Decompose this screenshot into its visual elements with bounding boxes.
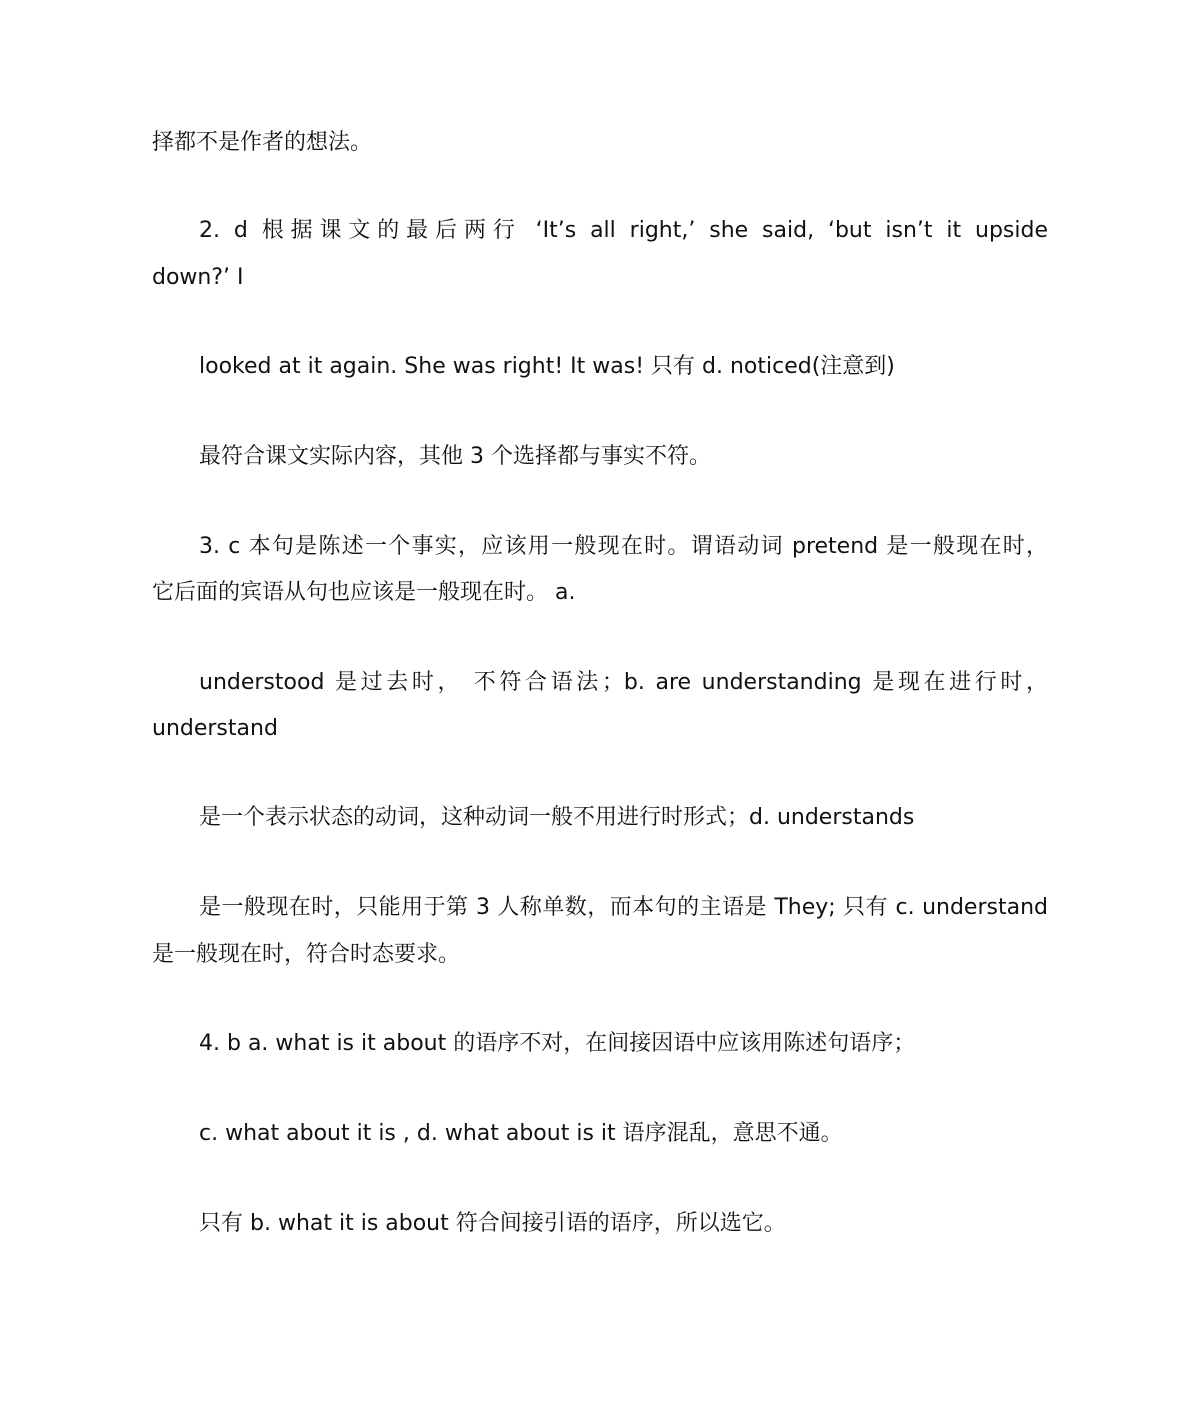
text-line-4: looked at it again. She was right! It was! 只有 d. noticed(注意到) (199, 354, 895, 379)
text-line-14: c. what about it is , d. what about is it 语序混乱，意思不通。 (199, 1121, 843, 1146)
text-line-13: 4. b a. what is it about 的语序不对，在间接因语中应该用陈述句语序； (199, 1031, 916, 1056)
text-line-11: 是一般现在时，只能用于第 3 人称单数，而本句的主语是 They; 只有 c. understand (199, 895, 1048, 920)
text-line-5: 最符合课文实际内容，其他 3 个选择都与事实不符。 (199, 444, 711, 469)
text-line-7: 它后面的宾语从句也应该是一般现在时。 a. (152, 580, 576, 605)
text-line-15: 只有 b. what it is about 符合间接引语的语序，所以选它。 (199, 1211, 786, 1236)
text-line-12: 是一般现在时，符合时态要求。 (152, 942, 461, 967)
text-line-6: 3. c 本句是陈述一个事实，应该用一般现在时。谓语动词 pretend 是一般现在时， (199, 534, 1048, 559)
text-line-2: 2. d 根据课文的最后两行 ‘It’s all right,’ she said, ‘but isn’t it upside (199, 218, 1048, 243)
text-line-1: 择都不是作者的想法。 (152, 130, 373, 155)
text-line-9: understand (152, 716, 278, 741)
text-line-10: 是一个表示状态的动词，这种动词一般不用进行时形式；d. understands (199, 805, 915, 830)
text-line-8: understood 是过去时， 不符合语法；b. are understanding 是现在进行时， (199, 670, 1048, 695)
text-line-3: down?’ I (152, 265, 244, 290)
